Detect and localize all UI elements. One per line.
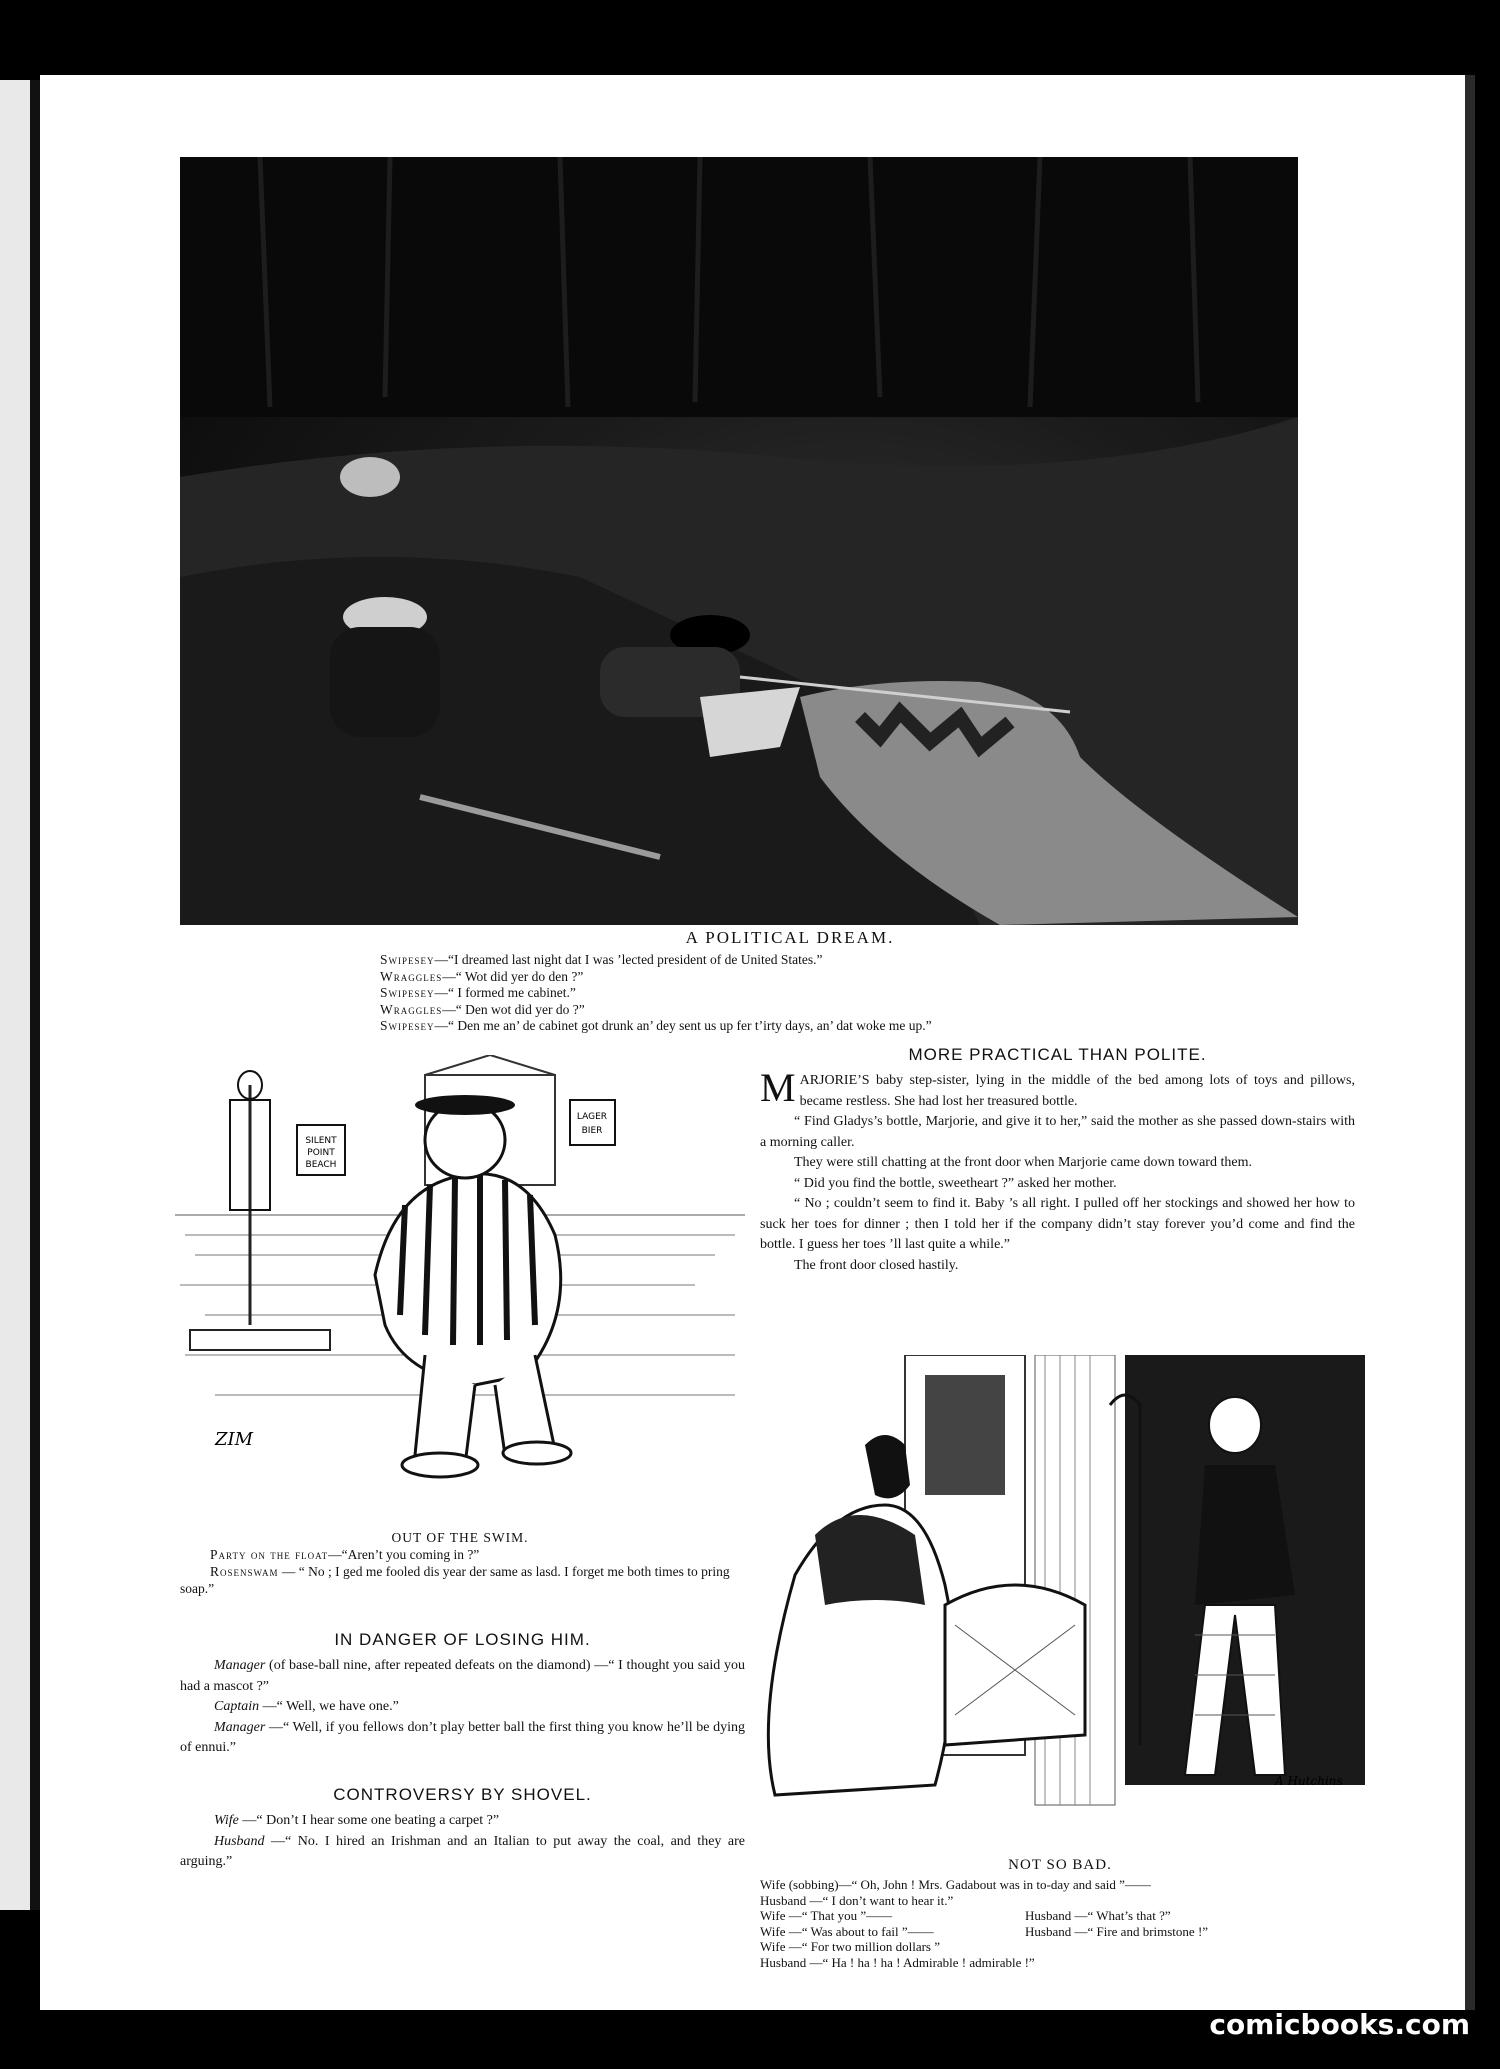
speaker-label: Captain [214, 1699, 260, 1714]
out-of-the-swim-caption [180, 1529, 740, 1597]
dialogue-text: —“I dreamed last night dat I was ’lected president of de United States.” [434, 952, 823, 967]
magazine-page [40, 75, 1465, 2010]
dialogue-text: —“ Don’t I hear some one beating a carpet ?” [238, 1813, 500, 1828]
left-page-edge [0, 80, 32, 1910]
article-paragraph: They were still chatting at the front door when Marjorie came down toward them. [794, 1155, 1252, 1170]
not-so-bad-caption [760, 1857, 1360, 1970]
dialogue-text: —“ Well, if you fellows don’t play better ball the first thing you know he’ll be dying of ennui.” [180, 1719, 745, 1755]
caption-line [180, 1546, 740, 1563]
silent-point-sign: SILENT [305, 1136, 337, 1146]
more-practical-article [760, 1045, 1355, 1276]
article-paragraph: “ Did you find the bottle, sweetheart ?” asked her mother. [794, 1175, 1117, 1191]
speaker-label: Wife [214, 1813, 239, 1828]
article-paragraph: “ No ; couldn’t seem to find it. Baby ’s all right. I pulled off her stockings and showed her how to suck her toes for dinner ; then I told her if the company didn’t stay forever you’d come and find the bottle. I guess her toes ’ll last quite a while.” [760, 1196, 1355, 1252]
dialogue-text: — “ No ; I ged me fooled dis year der same as lasd. I forget me both times to pring soap.” [180, 1564, 730, 1596]
article-title: MORE PRACTICAL THAN POLITE. [908, 1045, 1207, 1064]
article-paragraph [180, 1656, 745, 1697]
caption-line: Wife —“ For two million dollars ” [760, 1939, 941, 1954]
out-of-the-swim-cartoon [175, 1055, 745, 1495]
dialogue-text: —“ Wot did yer do den ?” [442, 968, 584, 984]
caption-line: Husband —“ Ha ! ha ! ha ! Admirable ! admirable !” [760, 1954, 1035, 1970]
page-gutter [30, 80, 40, 1910]
controversy-article [180, 1785, 745, 1873]
dialogue-text: —“ Den me an’ de cabinet got drunk an’ dey sent us up fer t’irty days, an’ dat woke me up.” [434, 1018, 932, 1033]
political-dream-photo [180, 157, 1298, 925]
drop-cap: M [760, 1065, 796, 1110]
site-watermark: comicbooks.com [1209, 2008, 1470, 2041]
dialogue-text: —“Aren’t you coming in ?” [328, 1547, 480, 1562]
caption-line [760, 1924, 1360, 1940]
artist-signature: A Hutchins [1275, 1774, 1343, 1788]
svg-text:BEACH: BEACH [305, 1160, 337, 1170]
political-dream-caption [380, 928, 1200, 1035]
dialogue-line [380, 1018, 1200, 1035]
paragraph-text: ARJORIE’S baby step-sister, lying in the middle of the bed among lots of toys and pillows, became restless. She had lost her treasured bottle. [799, 1073, 1355, 1109]
article-paragraph: The front door closed hastily. [794, 1257, 959, 1273]
dialogue-text: Wife —“ Was about to fail ”—— [760, 1923, 934, 1939]
dialogue-line [380, 952, 1200, 969]
article-paragraph [760, 1065, 1355, 1112]
dialogue-line [380, 985, 1200, 1002]
speaker-label: Husband [214, 1833, 265, 1849]
photo-dialogue [380, 952, 1200, 1035]
speaker-label: Manager [214, 1658, 266, 1673]
caption-line [180, 1563, 740, 1597]
speaker-label: Wraggles [380, 1001, 443, 1017]
page-edge-shadow [1465, 75, 1475, 2010]
article-paragraph [180, 1832, 745, 1873]
dialogue-text: Wife —“ That you ”—— [760, 1908, 893, 1923]
caption-line: Wife (sobbing)—“ Oh, John ! Mrs. Gadabout was in to-day and said ”—— [760, 1877, 1151, 1892]
article-title: IN DANGER OF LOSING HIM. [334, 1630, 591, 1649]
svg-text:BIER: BIER [581, 1126, 603, 1136]
speaker-label: Wraggles [380, 968, 443, 984]
caption-line: Husband —“ I don’t want to hear it.” [760, 1892, 954, 1908]
dialogue-text: Husband —“ What’s that ?” [1025, 1908, 1171, 1923]
speaker-label: Party on the float [210, 1547, 329, 1562]
in-danger-article [180, 1630, 745, 1759]
cartoon-title: OUT OF THE SWIM. [391, 1530, 529, 1545]
dialogue-line [380, 1002, 1200, 1019]
article-paragraph [180, 1697, 745, 1718]
article-paragraph: “ Find Gladys’s bottle, Marjorie, and give it to her,” said the mother as she passed down-stairs with a morning caller. [760, 1114, 1355, 1150]
speaker-label: Rosenswam [210, 1564, 279, 1579]
artist-signature: ZIM [215, 1429, 254, 1450]
speaker-label: Swipesey [380, 1018, 435, 1033]
dialogue-text: Husband —“ Fire and brimstone !” [1025, 1923, 1209, 1939]
caption-line [760, 1908, 1360, 1924]
speaker-label: Swipesey [380, 985, 435, 1000]
svg-text:POINT: POINT [307, 1148, 335, 1158]
not-so-bad-cartoon [755, 1355, 1365, 1855]
svg-text:LAGER: LAGER [576, 1112, 608, 1122]
article-title: CONTROVERSY BY SHOVEL. [333, 1785, 592, 1804]
dialogue-text: (of base-ball nine, after repeated defeats on the diamond) —“ I thought you said you had a mascot ?” [180, 1658, 745, 1694]
speaker-label: Manager [214, 1719, 266, 1735]
article-paragraph [180, 1811, 745, 1832]
dialogue-text: —“ I formed me cabinet.” [434, 985, 576, 1000]
dialogue-text: —“ Den wot did yer do ?” [442, 1001, 585, 1017]
cartoon-title: NOT SO BAD. [1008, 1857, 1112, 1873]
photo-title: A POLITICAL DREAM. [685, 928, 895, 947]
speaker-label: Swipesey [380, 952, 435, 967]
dialogue-text: —“ No. I hired an Irishman and an Italian to put away the coal, and they are arguing.” [180, 1833, 745, 1869]
article-paragraph [180, 1718, 745, 1759]
dialogue-line [380, 969, 1200, 986]
dialogue-text: —“ Well, we have one.” [259, 1699, 399, 1714]
